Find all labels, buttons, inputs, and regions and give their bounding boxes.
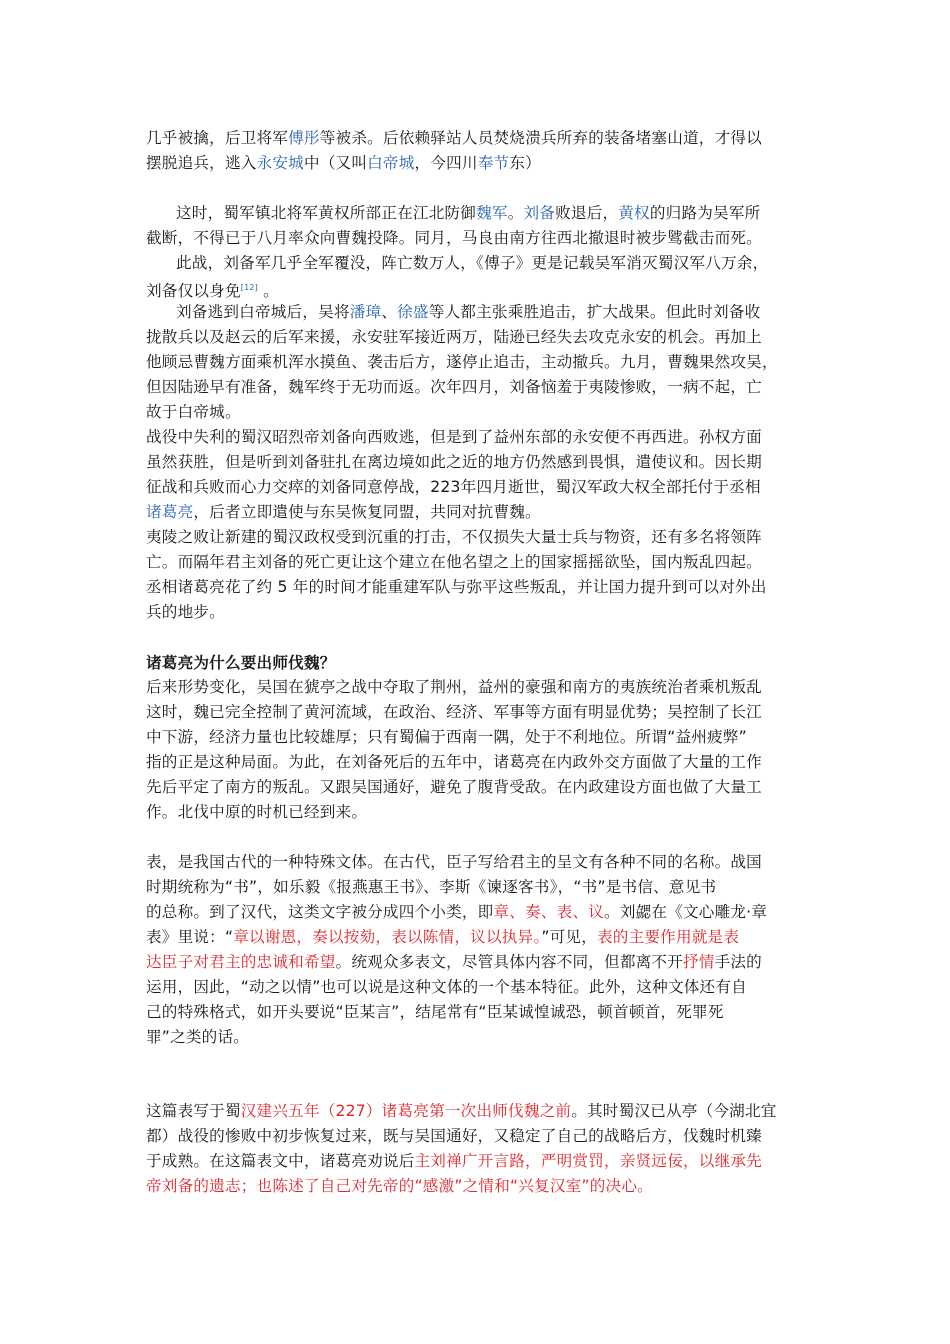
link-wei-army[interactable]: 魏军 bbox=[476, 204, 508, 222]
citation-link[interactable]: [12] bbox=[240, 283, 258, 292]
text-line: 丞相诸葛亮花了约 5 年的时间才能重建军队与弥平这些叛乱，并让国力提升到可以对外出 bbox=[146, 578, 767, 596]
text-line: 这篇表写于蜀汉建兴五年（227）诸葛亮第一次出师伐魏之前。其时蜀汉已从亭（今湖北宜 bbox=[146, 1102, 777, 1120]
text-line: 的总称。到了汉代，这类文字被分成四个小类，即章、奏、表、议。刘勰在《文心雕龙·章 bbox=[146, 903, 768, 921]
text-line: 中下游，经济力量也比较雄厚；只有蜀偏于西南一隅，处于不利地位。所谓“益州疲弊” bbox=[146, 728, 747, 746]
text-line: 作。北伐中原的时机已经到来。 bbox=[146, 803, 368, 821]
link-fengjie[interactable]: 奉节 bbox=[477, 154, 510, 172]
text-line: 他顾忌曹魏方面乘机浑水摸鱼、袭击后方，遂停止追击，主动撤兵。九月，曹魏果然攻吴， bbox=[146, 353, 778, 371]
text-line: 后来形势变化，吴国在猇亭之战中夺取了荆州，益州的豪强和南方的夷族统治者乘机叛乱 bbox=[146, 678, 762, 696]
text-line: 都）战役的惨败中初步恢复过来，既与吴国通好，又稳定了自己的战略后方，伐魏时机臻 bbox=[146, 1127, 762, 1145]
text-line: 时期统称为“书”，如乐毅《报燕惠王书》、李斯《谏逐客书》，“书”是书信、意见书 bbox=[146, 878, 717, 896]
highlight-text: 达臣子对君主的忠诚和希望 bbox=[146, 953, 336, 971]
section-heading: 诸葛亮为什么要出师伐魏？ bbox=[146, 654, 336, 672]
text-line: 战役中失利的蜀汉昭烈帝刘备向西败逃，但是到了益州东部的永安便不再西进。孙权方面 bbox=[146, 428, 762, 446]
text-line: 虽然获胜，但是听到刘备驻扎在离边境如此之近的地方仍然感到畏惧，遣使议和。因长期 bbox=[146, 453, 762, 471]
text-line: 达臣子对君主的忠诚和希望。统观众多表文，尽管具体内容不同，但都离不开抒情手法的 bbox=[146, 953, 762, 971]
text-line: 夷陵之败让新建的蜀汉政权受到沉重的打击，不仅损失大量士兵与物资，还有多名将领阵 bbox=[146, 528, 762, 546]
text-line: 指的正是这种局面。为此，在刘备死后的五年中，诸葛亮在内政外交方面做了大量的工作 bbox=[146, 753, 762, 771]
text-line: 但因陆逊早有准备，魏军终于无功而返。次年四月，刘备恼羞于夷陵惨败，一病不起，亡 bbox=[146, 378, 762, 396]
highlight-text: 汉建兴五年（227）诸葛亮第一次出师伐魏之前 bbox=[240, 1102, 572, 1120]
text-line: 摆脱追兵，逃入永安城中（又叫白帝城，今四川奉节东） bbox=[146, 154, 541, 172]
text-line: 兵的地步。 bbox=[146, 603, 225, 621]
text-line: 亡。而隔年君主刘备的死亡更让这个建立在他名望之上的国家摇摇欲坠，国内叛乱四起。 bbox=[146, 553, 762, 571]
highlight-text: 表的主要作用就是表 bbox=[597, 928, 740, 946]
text-line: 刘备仅以身免[12] 。 bbox=[146, 282, 279, 301]
highlight-text: 主刘禅广开言路，严明赏罚，亲贤远佞，以继承先 bbox=[414, 1152, 762, 1170]
text-line: 此战，刘备军几乎全军覆没，阵亡数万人，《傅子》更是记载吴军消灭蜀汉军八万余， bbox=[176, 254, 769, 272]
highlight-text: 章以谢恩，奏以按劾，表以陈情，议以执异。 bbox=[233, 928, 542, 946]
text-line: 截断，不得已于八月率众向曹魏投降。同月，马良由南方往西北撤退时被步骘截击而死。 bbox=[146, 229, 762, 247]
text-line: 刘备逃到白帝城后，吴将潘璋、徐盛等人都主张乘胜追击，扩大战果。但此时刘备收 bbox=[176, 303, 761, 321]
link-xu-sheng[interactable]: 徐盛 bbox=[397, 303, 429, 321]
text-line: 拢散兵以及赵云的后军来援，永安驻军接近两万，陆逊已经失去攻克永安的机会。再加上 bbox=[146, 328, 762, 346]
link-liu-bei[interactable]: 刘备 bbox=[523, 204, 556, 222]
text-line: 诸葛亮，后者立即遣使与东吴恢复同盟，共同对抗曹魏。 bbox=[146, 503, 541, 521]
text-line: 罪”之类的话。 bbox=[146, 1028, 250, 1046]
text-line: 这时，蜀军镇北将军黄权所部正在江北防御魏军。刘备败退后，黄权的归路为吴军所 bbox=[176, 204, 761, 222]
highlight-line: 帝刘备的遗志；也陈述了自己对先帝的“感激”之情和“兴复汉室”的决心。 bbox=[146, 1177, 653, 1195]
link-zhuge-liang[interactable]: 诸葛亮 bbox=[146, 503, 194, 521]
link-pan-zhang[interactable]: 潘璋 bbox=[349, 303, 382, 321]
highlight-text: 抒情 bbox=[683, 953, 715, 971]
text-line: 这时，魏已完全控制了黄河流域，在政治、经济、军事等方面有明显优势；吴控制了长江 bbox=[146, 703, 762, 721]
text-line: 故于白帝城。 bbox=[146, 403, 241, 421]
link-baidi-city[interactable]: 白帝城 bbox=[367, 154, 415, 172]
link-fu-tong[interactable]: 傅彤 bbox=[288, 129, 320, 147]
link-huang-quan[interactable]: 黄权 bbox=[618, 204, 650, 222]
link-yongan-city[interactable]: 永安城 bbox=[256, 154, 304, 172]
text-line: 己的特殊格式，如开头要说“臣某言”，结尾常有“臣某诚惶诚恐，顿首顿首，死罪死 bbox=[146, 1003, 724, 1021]
text-line: 几乎被擒，后卫将军傅彤等被杀。后依赖驿站人员焚烧溃兵所弃的装备堵塞山道，才得以 bbox=[146, 129, 762, 147]
text-line: 表》里说：“章以谢恩，奏以按劾，表以陈情，议以执异。”可见，表的主要作用就是表 bbox=[146, 928, 740, 946]
text-line: 先后平定了南方的叛乱。又跟吴国通好，避免了腹背受敌。在内政建设方面也做了大量工 bbox=[146, 778, 762, 796]
text-line: 征战和兵败而心力交瘁的刘备同意停战，223年四月逝世，蜀汉军政大权全部托付于丞相 bbox=[146, 478, 761, 496]
text-line: 运用，因此，“动之以情”也可以说是这种文体的一个基本特征。此外，这种文体还有自 bbox=[146, 978, 747, 996]
text-line: 表，是我国古代的一种特殊文体。在古代，臣子写给君主的呈文有各种不同的名称。战国 bbox=[146, 853, 762, 871]
text-line: 于成熟。在这篇表文中，诸葛亮劝说后主刘禅广开言路，严明赏罚，亲贤远佞，以继承先 bbox=[146, 1152, 762, 1170]
highlight-text: 章、奏、表、议 bbox=[493, 903, 605, 921]
